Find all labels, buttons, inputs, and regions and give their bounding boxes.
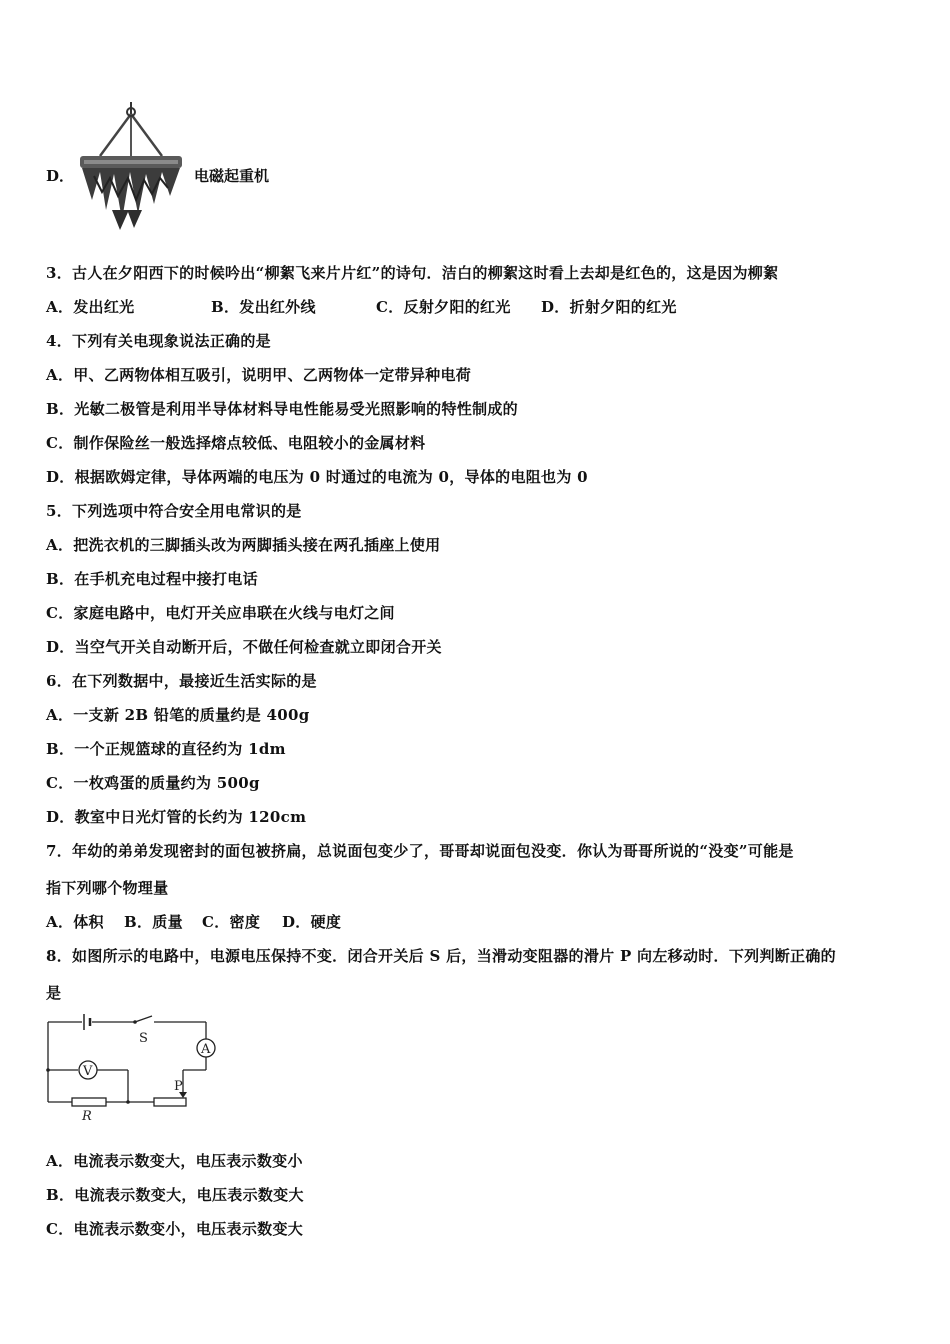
q4-option-a: A．甲、乙两物体相互吸引，说明甲、乙两物体一定带异种电荷: [46, 366, 472, 384]
voltmeter-label: V: [83, 1064, 93, 1079]
resistor-label: R: [82, 1109, 92, 1124]
q3-option-b: B．发出红外线: [211, 298, 316, 316]
q7-option-b: B．质量: [124, 913, 183, 931]
q7-stem-line1: 7．年幼的弟弟发现密封的面包被挤扁，总说面包变少了，哥哥却说面包没变．你认为哥哥所说的“没变”可能是: [46, 842, 794, 860]
q3-option-a: A．发出红光: [46, 298, 135, 316]
q8-option-a: A．电流表示数变大，电压表示数变小: [46, 1152, 303, 1170]
switch-label: S: [139, 1031, 148, 1046]
q8-stem-line2: 是: [46, 984, 62, 1002]
q8-option-c: C．电流表示数变小，电压表示数变大: [46, 1220, 304, 1238]
electromagnet-crane-image: [72, 100, 190, 234]
q7-options: [46, 911, 341, 932]
q8-option-b: B．电流表示数变大，电压表示数变大: [46, 1186, 304, 1204]
q5-option-c: C．家庭电路中，电灯开关应串联在火线与电灯之间: [46, 604, 395, 622]
q7-option-c: C．密度: [202, 913, 261, 931]
switch-blade: [135, 1016, 152, 1022]
q3-options: [46, 296, 677, 317]
q6-stem: 6．在下列数据中，最接近生活实际的是: [46, 672, 317, 690]
resistor-r: [72, 1098, 106, 1106]
q7-option-a: A．体积: [46, 913, 104, 931]
q7-option-d: D．硬度: [282, 913, 342, 931]
q4-option-d: D．根据欧姆定律，导体两端的电压为 0 时通过的电流为 0，导体的电阻也为 0: [46, 468, 588, 486]
rheostat: [154, 1098, 186, 1106]
q6-option-c: C．一枚鸡蛋的质量约为 500g: [46, 774, 260, 792]
q3-option-c: C．反射夕阳的红光: [376, 298, 511, 316]
q2-option-d-text: 电磁起重机: [194, 167, 270, 185]
q7-stem-line2: 指下列哪个物理量: [46, 879, 169, 897]
q8-stem-line1: 8．如图所示的电路中，电源电压保持不变．闭合开关后 S 后，当滑动变阻器的滑片 P 向左移动时．下列判断正确的: [46, 947, 836, 965]
q5-stem: 5．下列选项中符合安全用电常识的是: [46, 502, 302, 520]
ammeter-label: A: [201, 1042, 211, 1057]
q6-option-b: B．一个正规篮球的直径约为 1dm: [46, 740, 286, 758]
q4-stem: 4．下列有关电现象说法正确的是: [46, 332, 271, 350]
q5-option-a: A．把洗衣机的三脚插头改为两脚插头接在两孔插座上使用: [46, 536, 441, 554]
q3-option-d: D．折射夕阳的红光: [541, 298, 677, 316]
q4-option-b: B．光敏二极管是利用半导体材料导电性能易受光照影响的特性制成的: [46, 400, 518, 418]
q2-option-d-label: D．: [46, 167, 75, 185]
q5-option-b: B．在手机充电过程中接打电话: [46, 570, 258, 588]
q3-stem: 3．古人在夕阳西下的时候吟出“柳絮飞来片片红”的诗句．洁白的柳絮这时看上去却是红色的，这是因为柳絮: [46, 264, 779, 282]
circuit-diagram: [42, 1012, 222, 1124]
q6-option-a: A．一支新 2B 铅笔的质量约是 400g: [46, 706, 310, 724]
q6-option-d: D．教室中日光灯管的长约为 120cm: [46, 808, 307, 826]
slider-label: P: [174, 1079, 183, 1094]
q4-option-c: C．制作保险丝一般选择熔点较低、电阻较小的金属材料: [46, 434, 426, 452]
q5-option-d: D．当空气开关自动断开后，不做任何检查就立即闭合开关: [46, 638, 442, 656]
